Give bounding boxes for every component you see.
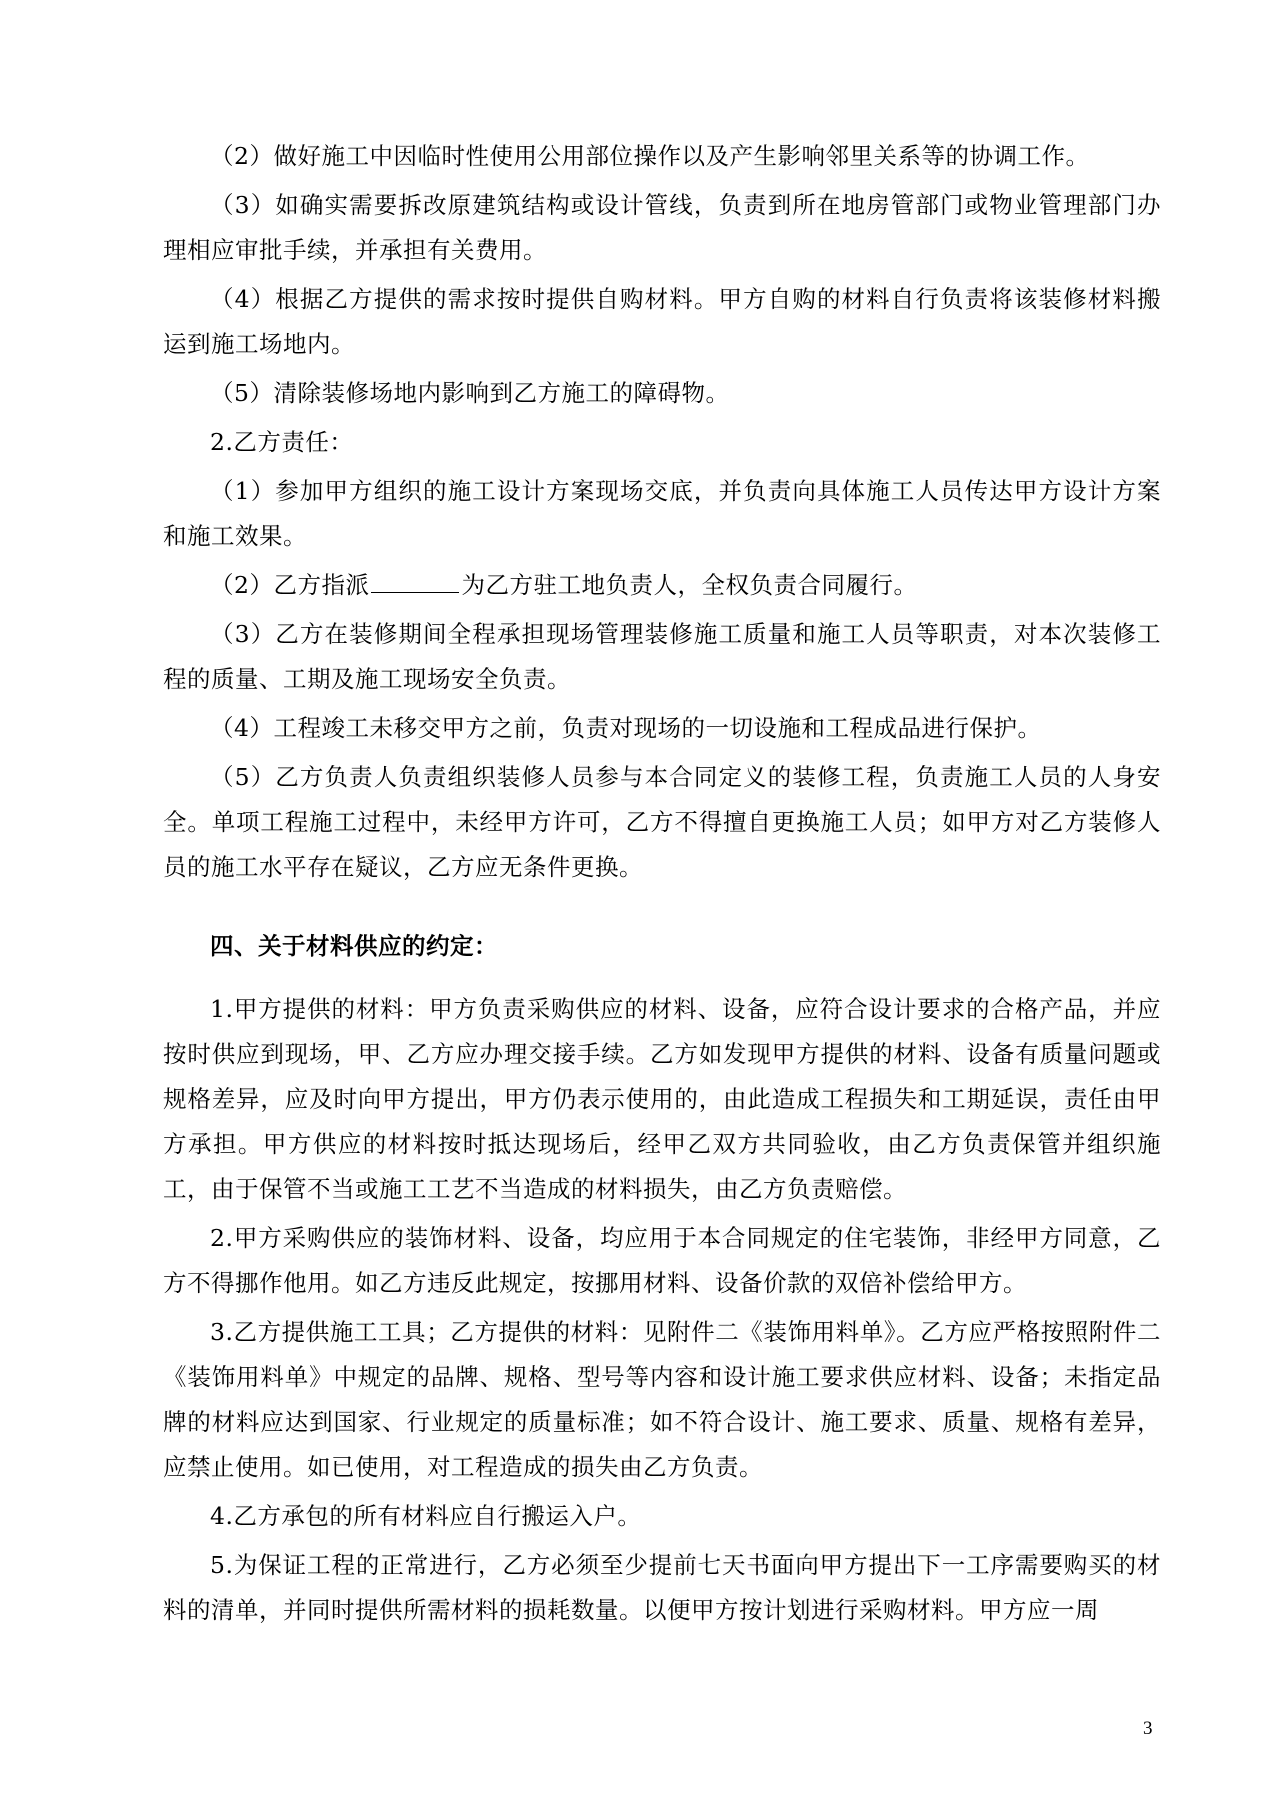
paragraph-c3: 3.乙方提供施工工具；乙方提供的材料：见附件二《装饰用料单》。乙方应严格按照附件二《装饰用料单》中规定的品牌、规格、型号等内容和设计施工要求供应材料、设备；未指定品牌的材料应达到国家、行业规定的质量标准；如不符合设计、施工要求、质量、规格有差异，应禁止使用。如已使用，对工程造成的损失由乙方负责。 xyxy=(163,1318,1161,1481)
subsection-title-party-b: 2.乙方责任： xyxy=(210,428,354,456)
paragraph-a2: （2）做好施工中因临时性使用公用部位操作以及产生影响邻里关系等的协调工作。 xyxy=(210,142,1090,170)
paragraph-b5: （5）乙方负责人负责组织装修人员参与本合同定义的装修工程，负责施工人员的人身安全。单项工程施工过程中，未经甲方许可，乙方不得擅自更换施工人员；如甲方对乙方装修人员的施工水平存在疑议，乙方应无条件更换。 xyxy=(163,763,1161,881)
paragraph-b2-prefix: （2）乙方指派 xyxy=(210,571,370,599)
paragraph-b2-suffix: 为乙方驻工地负责人，全权负责合同履行。 xyxy=(461,571,918,599)
paragraph-a4: （4）根据乙方提供的需求按时提供自购材料。甲方自购的材料自行负责将该装修材料搬运到施工场地内。 xyxy=(163,285,1161,358)
paragraph-a5: （5）清除装修场地内影响到乙方施工的障碍物。 xyxy=(210,379,730,407)
paragraph-a3: （3）如确实需要拆改原建筑结构或设计管线，负责到所在地房管部门或物业管理部门办理相应审批手续，并承担有关费用。 xyxy=(163,191,1161,264)
paragraph-b3: （3）乙方在装修期间全程承担现场管理装修施工质量和施工人员等职责，对本次装修工程的质量、工期及施工现场安全负责。 xyxy=(163,620,1161,693)
section-heading-materials: 四、关于材料供应的约定： xyxy=(210,932,498,960)
paragraph-b2 xyxy=(163,563,1161,608)
paragraph-b1: （1）参加甲方组织的施工设计方案现场交底，并负责向具体施工人员传达甲方设计方案和施工效果。 xyxy=(163,477,1161,550)
paragraph-c4: 4.乙方承包的所有材料应自行搬运入户。 xyxy=(210,1502,642,1530)
paragraph-c2: 2.甲方采购供应的装饰材料、设备，均应用于本合同规定的住宅装饰，非经甲方同意，乙方不得挪作他用。如乙方违反此规定，按挪用材料、设备价款的双倍补偿给甲方。 xyxy=(163,1224,1161,1297)
paragraph-c5: 5.为保证工程的正常进行，乙方必须至少提前七天书面向甲方提出下一工序需要购买的材料的清单，并同时提供所需材料的损耗数量。以便甲方按计划进行采购材料。甲方应一周 xyxy=(163,1551,1161,1624)
page-number: 3 xyxy=(1143,1718,1153,1739)
paragraph-c1: 1.甲方提供的材料：甲方负责采购供应的材料、设备，应符合设计要求的合格产品，并应按时供应到现场，甲、乙方应办理交接手续。乙方如发现甲方提供的材料、设备有质量问题或规格差异，应及时向甲方提出，甲方仍表示使用的，由此造成工程损失和工期延误，责任由甲方承担。甲方供应的材料按时抵达现场后，经甲乙双方共同验收，由乙方负责保管并组织施工，由于保管不当或施工工艺不当造成的材料损失，由乙方负责赔偿。 xyxy=(163,995,1161,1203)
document-body xyxy=(163,134,1161,1637)
paragraph-b4: （4）工程竣工未移交甲方之前，负责对现场的一切设施和工程成品进行保护。 xyxy=(210,714,1042,742)
fill-in-blank xyxy=(371,570,459,593)
